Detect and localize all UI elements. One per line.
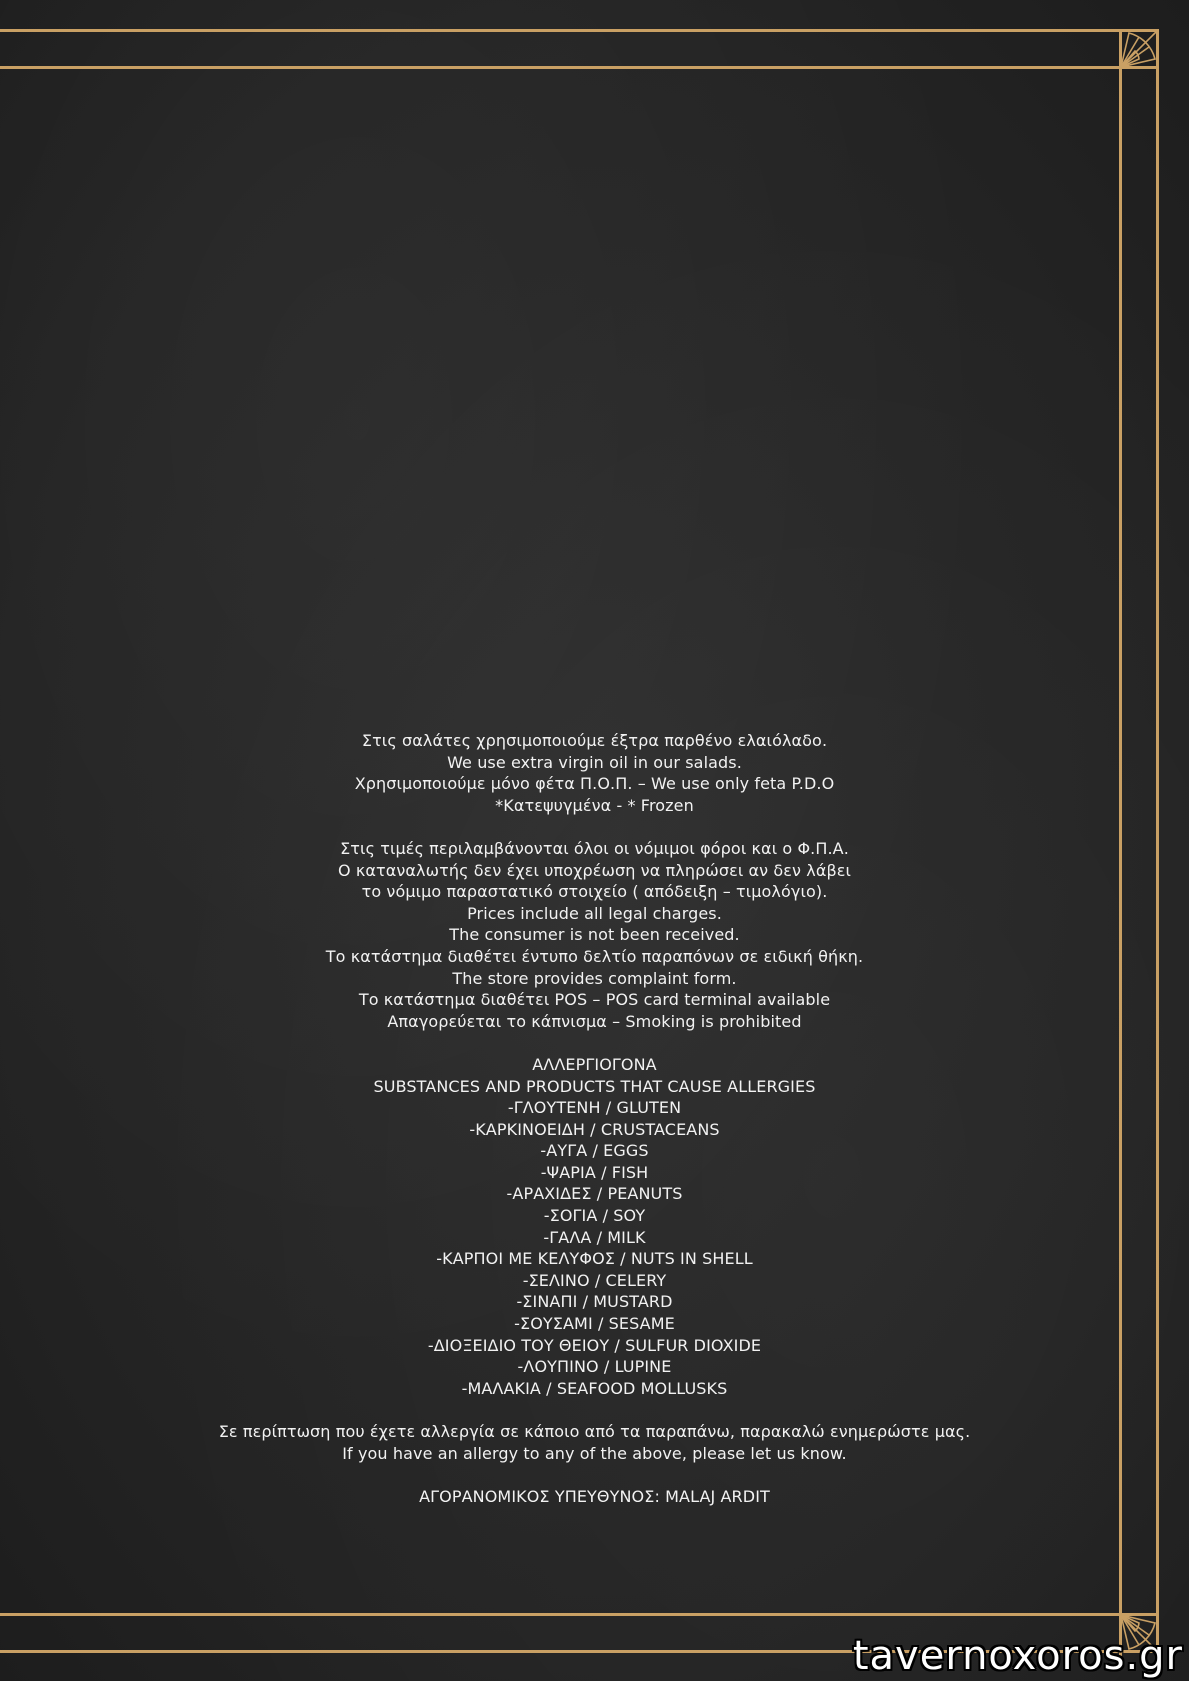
legal-line: Το κατάστημα διαθέτει POS – POS card terminal available	[358, 990, 831, 1010]
allergens-subtitle: SUBSTANCES AND PRODUCTS THAT CAUSE ALLERGIES	[373, 1076, 816, 1096]
allergen-item: -ΓΑΛΑ / MILK	[543, 1227, 646, 1247]
note-line: Χρησιμοποιούμε μόνο φέτα Π.Ο.Π. – We use only feta P.D.O	[354, 774, 835, 794]
spacer	[0, 816, 1189, 838]
allergen-item: -ΓΛΟΥΤΕΝΗ / GLUTEN	[507, 1098, 682, 1118]
allergen-item: -ΣΟΓΙΑ / SOY	[543, 1206, 646, 1226]
frame-top-inner-line	[0, 66, 1159, 69]
legal-line: The store provides complaint form.	[452, 968, 737, 988]
market-manager: ΑΓΟΡΑΝΟΜΙΚΟΣ ΥΠΕΥΘΥΝΟΣ: MALAJ ARDIT	[419, 1486, 770, 1506]
legal-line: Απαγορεύεται το κάπνισμα – Smoking is prohibited	[387, 1011, 802, 1031]
allergen-item: -ΑΥΓΑ / EGGS	[540, 1141, 649, 1161]
frame-top-outer-line	[0, 29, 1159, 32]
fan-ornament-icon	[1119, 29, 1159, 69]
allergen-item: -ΚΑΡΠΟΙ ΜΕ ΚΕΛΥΦΟΣ / NUTS IN SHELL	[436, 1249, 753, 1269]
note-line: Στις σαλάτες χρησιμοποιούμε έξτρα παρθένο ελαιόλαδο.	[361, 731, 828, 750]
allergen-item: -ΛΟΥΠΙΝΟ / LUPINE	[517, 1357, 672, 1377]
spacer	[0, 1399, 1189, 1421]
legal-line: το νόμιμο παραστατικό στοιχείο ( απόδειξη – τιμολόγιο).	[361, 882, 828, 902]
allergen-item: -ΣΕΛΙΝΟ / CELERY	[522, 1270, 667, 1290]
legal-line: Prices include all legal charges.	[467, 903, 722, 923]
note-line: We use extra virgin oil in our salads.	[447, 752, 742, 772]
allergen-item: -ΣΟΥΣΑΜΙ / SESAME	[514, 1314, 675, 1334]
allergen-item: -ΣΙΝΑΠΙ / MUSTARD	[516, 1292, 673, 1312]
legal-line: Ο καταναλωτής δεν έχει υποχρέωση να πληρώσει αν δεν λάβει	[337, 860, 852, 880]
allergen-item: -ΔΙΟΞΕΙΔΙΟ ΤΟΥ ΘΕΙΟΥ / SULFUR DIOXIDE	[427, 1335, 762, 1355]
allergen-item: -ΨΑΡΙΑ / FISH	[540, 1162, 649, 1182]
spacer	[0, 1464, 1189, 1486]
legal-line: The consumer is not been received.	[449, 925, 740, 945]
spacer	[0, 1032, 1189, 1054]
allergy-notice-line: Σε περίπτωση που έχετε αλλεργία σε κάποιο από τα παραπάνω, παρακαλώ ενημερώστε μας.	[218, 1422, 971, 1441]
allergen-item: -ΑΡΑΧΙΔΕΣ / PEANUTS	[506, 1184, 683, 1204]
allergens-title: ΑΛΛΕΡΓΙΟΓΟΝΑ	[532, 1054, 657, 1074]
allergen-item: -ΜΑΛΑΚΙΑ / SEAFOOD MOLLUSKS	[461, 1378, 728, 1398]
menu-notes	[0, 730, 1189, 1507]
site-watermark: tavernoxoros.gr	[852, 1633, 1183, 1679]
allergy-notice-line: If you have an allergy to any of the above, please let us know.	[342, 1443, 847, 1463]
legal-line: Το κατάστημα διαθέτει έντυπο δελτίο παραπόνων σε ειδική θήκη.	[325, 946, 864, 966]
legal-line: Στις τιμές περιλαμβάνονται όλοι οι νόμιμοι φόροι και ο Φ.Π.Α.	[340, 838, 849, 858]
note-line: *Κατεψυγμένα - * Frozen	[495, 795, 694, 815]
allergen-item: -ΚΑΡΚΙΝΟΕΙΔΗ / CRUSTACEANS	[469, 1119, 720, 1139]
frame-bottom-inner-line	[0, 1613, 1159, 1616]
